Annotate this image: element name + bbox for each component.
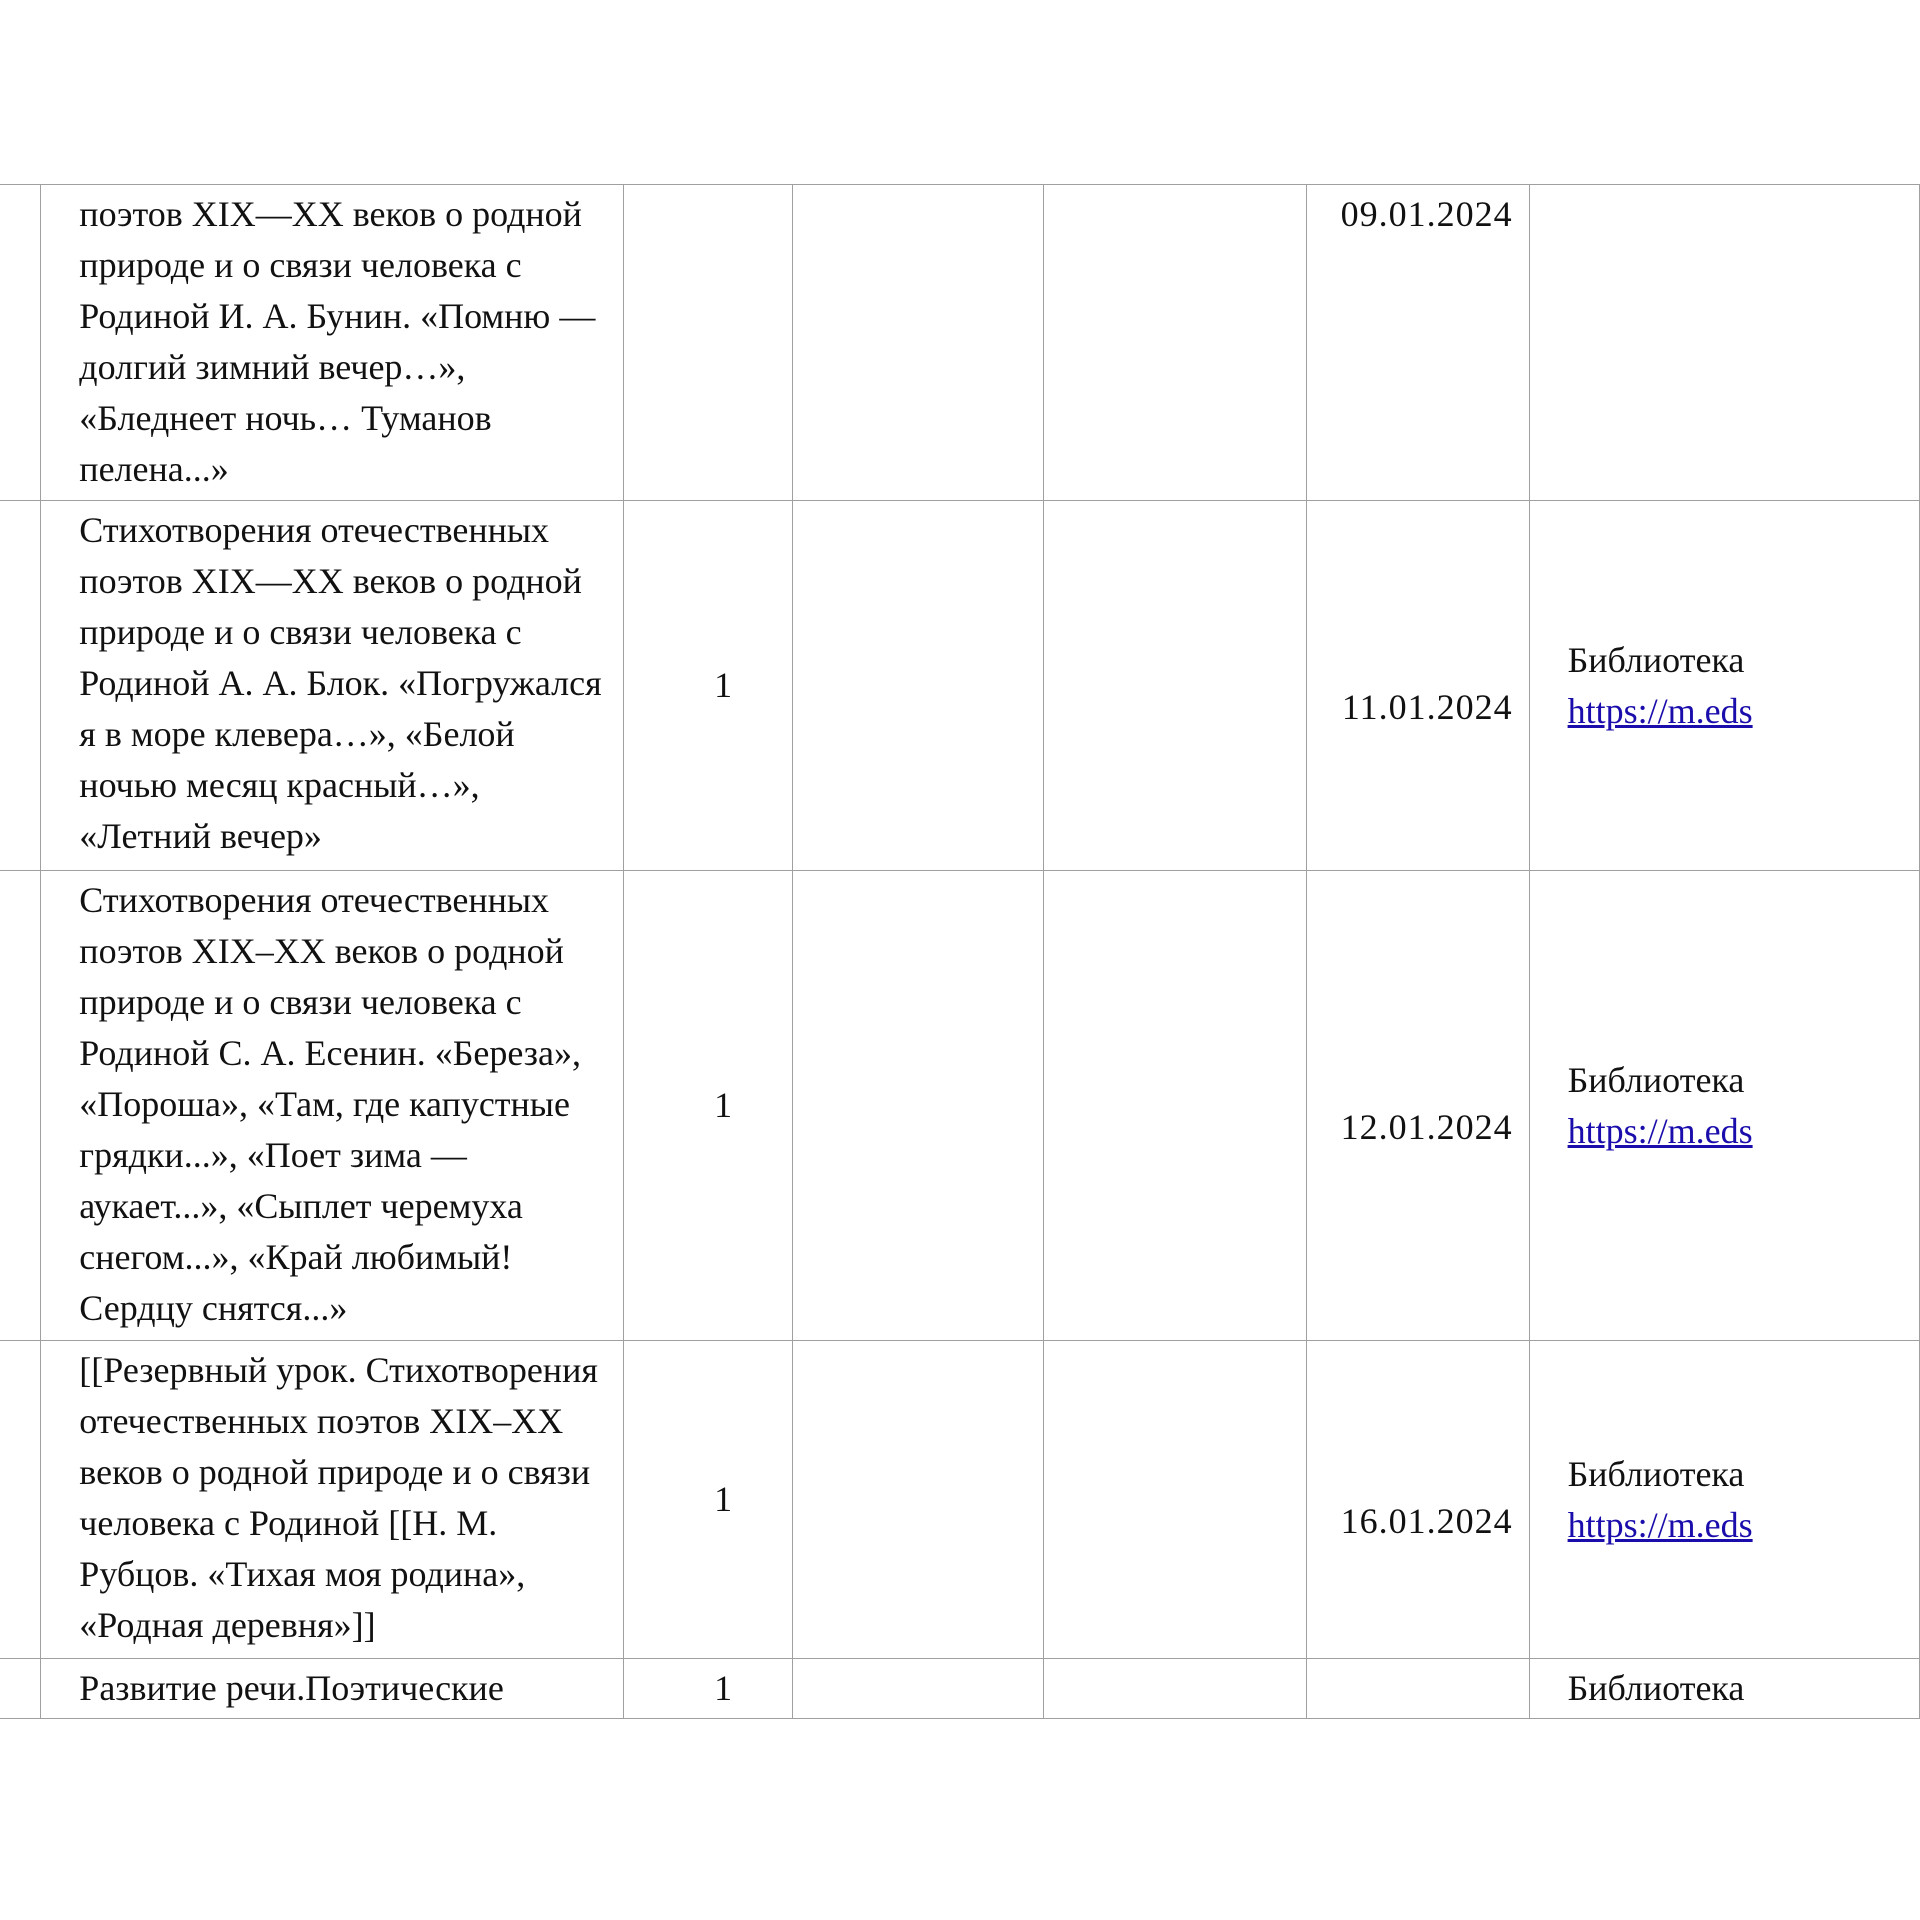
resource-cell bbox=[1529, 501, 1919, 871]
topic-cell: поэтов XIX—XX веков о родной природе и о связи человека с Родиной И. А. Бунин. «Помню — долгий зимний вечер…», «Бледнеет ночь… Туманов пелена...» bbox=[41, 185, 624, 501]
number-cell bbox=[0, 185, 41, 501]
resource-label: Библиотека bbox=[1567, 1059, 1745, 1100]
resource-label: Библиотека bbox=[1567, 1453, 1745, 1494]
date-cell: 09.01.2024 bbox=[1306, 185, 1529, 501]
date-cell: 12.01.2024 bbox=[1306, 871, 1529, 1341]
resource-label: Библиотека bbox=[1567, 1668, 1745, 1708]
table-row bbox=[0, 871, 1920, 1341]
number-cell bbox=[0, 871, 41, 1341]
topic-cell: Стихотворения отечественных поэтов XIX–XX веков о родной природе и о связи человека с Родиной С. А. Есенин. «Береза», «Пороша», «Там, где капустные грядки...», «Поет зима — аукает...», «Сыплет черемуха снегом...», «Край любимый! Сердцу снятся...» bbox=[41, 871, 624, 1341]
date-cell bbox=[1306, 1659, 1529, 1719]
topic-cell: Стихотворения отечественных поэтов XIX—XX веков о родной природе и о связи человека с Родиной А. А. Блок. «Погружался я в море клевера…», «Белой ночью месяц красный…», «Летний вечер» bbox=[41, 501, 624, 871]
resource-link[interactable]: https://m.eds bbox=[1567, 1110, 1753, 1151]
empty-cell bbox=[792, 185, 1043, 501]
table-row bbox=[0, 1659, 1920, 1719]
number-cell bbox=[0, 501, 41, 871]
hours-cell: 1 bbox=[624, 1341, 793, 1659]
date-cell: 16.01.2024 bbox=[1306, 1341, 1529, 1659]
topic-cell: Развитие речи.Поэтические bbox=[41, 1659, 624, 1719]
resource-link[interactable]: https://m.eds bbox=[1567, 1504, 1753, 1545]
topic-cell: [[Резервный урок. Стихотворения отечественных поэтов XIX–XX веков о родной природе и о связи человека с Родиной [[Н. М. Рубцов. «Тихая моя родина», «Родная деревня»]] bbox=[41, 1341, 624, 1659]
number-cell bbox=[0, 1659, 41, 1719]
lesson-plan-table bbox=[0, 184, 1920, 1719]
table-row bbox=[0, 185, 1920, 501]
empty-cell bbox=[1044, 871, 1306, 1341]
resource-cell bbox=[1529, 1341, 1919, 1659]
resource-link[interactable]: https://m.eds bbox=[1567, 690, 1753, 731]
empty-cell bbox=[1044, 1659, 1306, 1719]
empty-cell bbox=[792, 871, 1043, 1341]
hours-cell: 1 bbox=[624, 501, 793, 871]
empty-cell bbox=[1044, 1341, 1306, 1659]
empty-cell bbox=[792, 501, 1043, 871]
hours-cell: 1 bbox=[624, 1659, 793, 1719]
table-row bbox=[0, 501, 1920, 871]
empty-cell bbox=[792, 1659, 1043, 1719]
empty-cell bbox=[1044, 501, 1306, 871]
resource-cell bbox=[1529, 871, 1919, 1341]
resource-cell bbox=[1529, 1659, 1919, 1719]
date-cell: 11.01.2024 bbox=[1306, 501, 1529, 871]
hours-cell bbox=[624, 185, 793, 501]
empty-cell bbox=[792, 1341, 1043, 1659]
empty-cell bbox=[1044, 185, 1306, 501]
hours-cell: 1 bbox=[624, 871, 793, 1341]
number-cell bbox=[0, 1341, 41, 1659]
resource-cell bbox=[1529, 185, 1919, 501]
resource-label: Библиотека bbox=[1567, 639, 1745, 680]
table-row bbox=[0, 1341, 1920, 1659]
